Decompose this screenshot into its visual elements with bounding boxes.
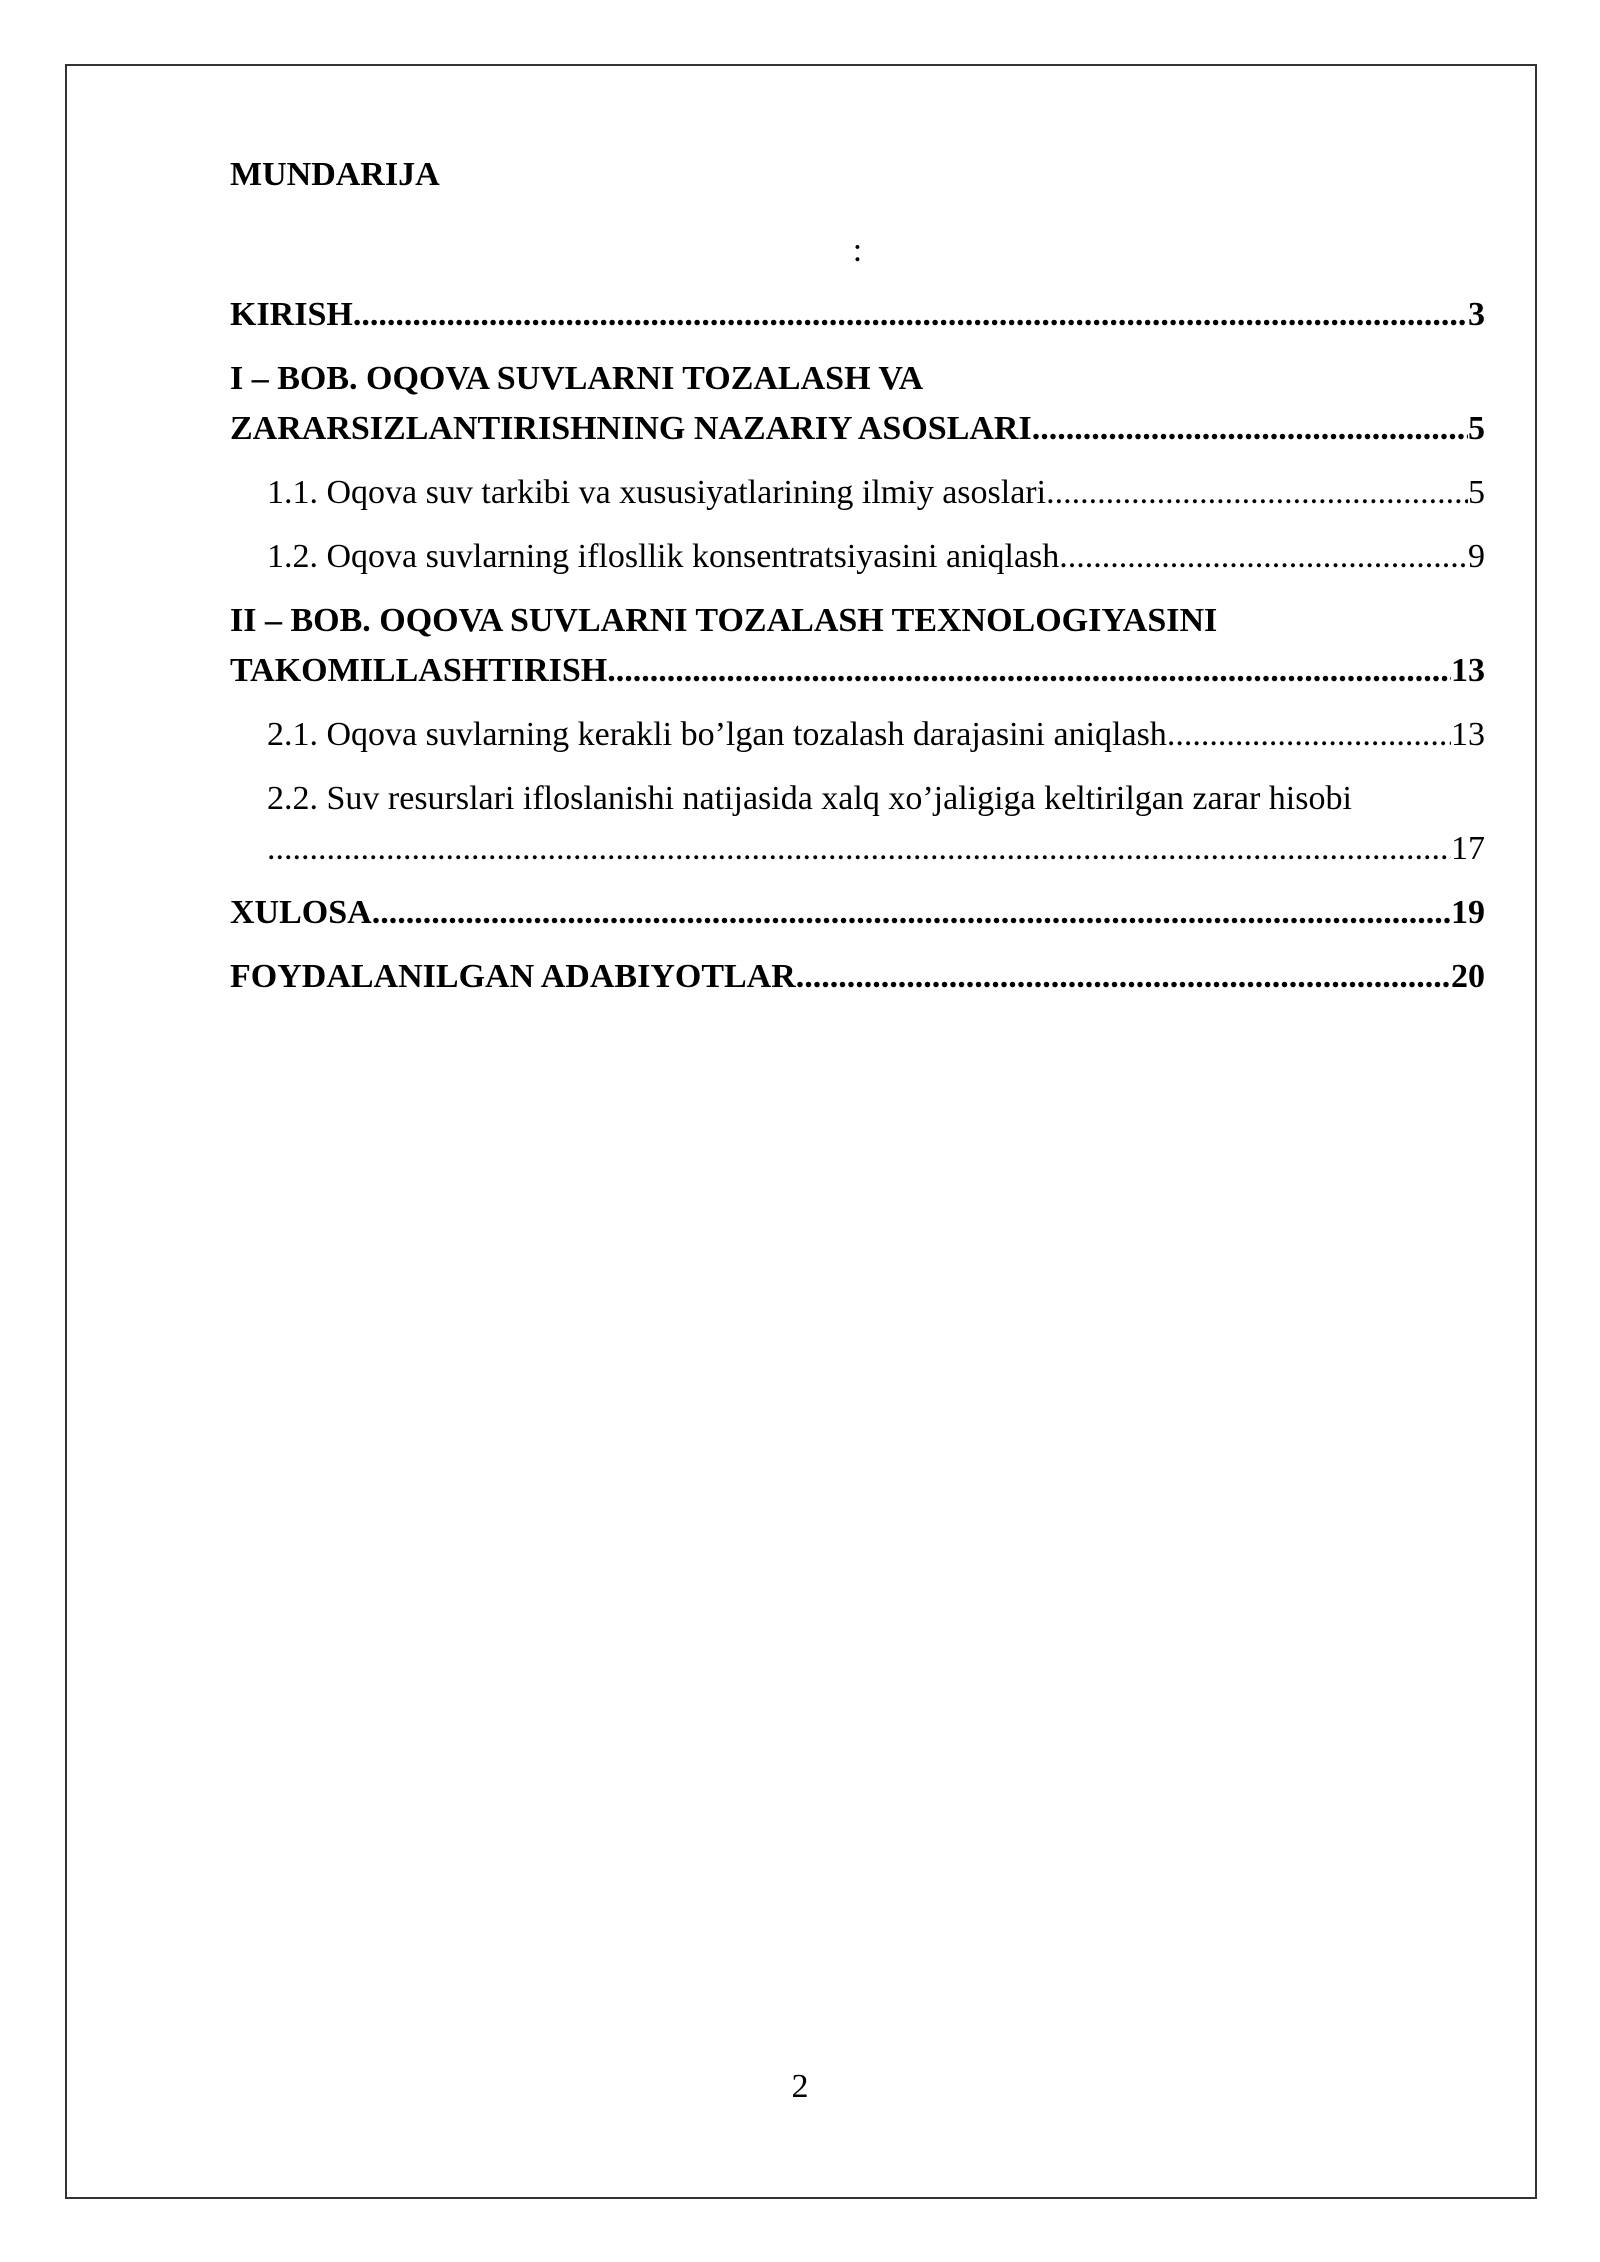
toc-entry-s1-2[interactable] (230, 532, 1485, 582)
toc-entry-label: XULOSA (230, 894, 372, 931)
toc-entry-line (230, 952, 1485, 1002)
dot-leader (1167, 710, 1451, 760)
toc-container (230, 150, 1485, 1016)
toc-entry-page: 3 (1468, 296, 1485, 333)
dot-leader (1032, 404, 1468, 454)
dot-leader (353, 290, 1468, 340)
dot-leader (1059, 532, 1468, 582)
toc-title: MUNDARIJA (230, 156, 440, 193)
toc-entry-line (230, 888, 1485, 938)
toc-entry-label: ZARARSIZLANTIRISHNING NAZARIY ASOSLARI (230, 410, 1032, 447)
toc-entry-line (230, 404, 1485, 454)
toc-entry-s2-2[interactable] (230, 774, 1485, 874)
toc-entry-s2-1[interactable] (230, 710, 1485, 760)
toc-entry-label: 1.1. Oqova suv tarkibi va xususiyatlarining ilmiy asoslari (267, 474, 1047, 511)
toc-entry-heading-line: I – BOB. OQOVA SUVLARNI TOZALASH VA (230, 360, 924, 397)
toc-entry-heading-line: II – BOB. OQOVA SUVLARNI TOZALASH TEXNOLOGIYASINI (230, 602, 1218, 639)
toc-entry-s1-1[interactable] (230, 468, 1485, 518)
page-number: 2 (791, 2068, 809, 2105)
toc-entry-page: 20 (1451, 958, 1485, 995)
dot-leader (267, 824, 1451, 874)
toc-entry-line (230, 646, 1485, 696)
toc-entry-line (267, 824, 1485, 874)
toc-entry-label: 1.2. Oqova suvlarning iflosllik konsentratsiyasini aniqlash (267, 538, 1060, 575)
dot-leader (372, 888, 1451, 938)
toc-entry-line (267, 468, 1485, 518)
dot-leader (796, 952, 1451, 1002)
toc-entry-label: 2.1. Oqova suvlarning kerakli bo’lgan tozalash darajasini aniqlash (267, 716, 1167, 753)
toc-entry-page: 13 (1451, 652, 1485, 689)
toc-entry-adabiyot[interactable] (230, 952, 1485, 1002)
toc-list (230, 290, 1485, 1002)
toc-entry-xulosa[interactable] (230, 888, 1485, 938)
toc-entry-line (267, 710, 1485, 760)
toc-entry-bob2[interactable] (230, 596, 1485, 696)
toc-entry-page: 9 (1468, 538, 1485, 575)
dot-leader (1046, 468, 1468, 518)
toc-entry-bob1[interactable] (230, 354, 1485, 454)
toc-separator: : (852, 232, 863, 269)
toc-entry-page: 5 (1468, 474, 1485, 511)
toc-entry-line (267, 532, 1485, 582)
toc-entry-label: KIRISH (230, 296, 353, 333)
toc-entry-page: 19 (1451, 894, 1485, 931)
toc-entry-label: TAKOMILLASHTIRISH (230, 652, 608, 689)
toc-entry-kirish[interactable] (230, 290, 1485, 340)
toc-entry-page: 13 (1451, 716, 1485, 753)
toc-entry-heading-line: 2.2. Suv resurslari ifloslanishi natijasida xalq xo’jaligiga keltirilgan zarar hisobi (267, 780, 1352, 817)
toc-entry-page: 17 (1451, 830, 1485, 867)
toc-entry-label: FOYDALANILGAN ADABIYOTLAR (230, 958, 796, 995)
dot-leader (607, 646, 1451, 696)
toc-entry-line (230, 290, 1485, 340)
toc-entry-page: 5 (1468, 410, 1485, 447)
